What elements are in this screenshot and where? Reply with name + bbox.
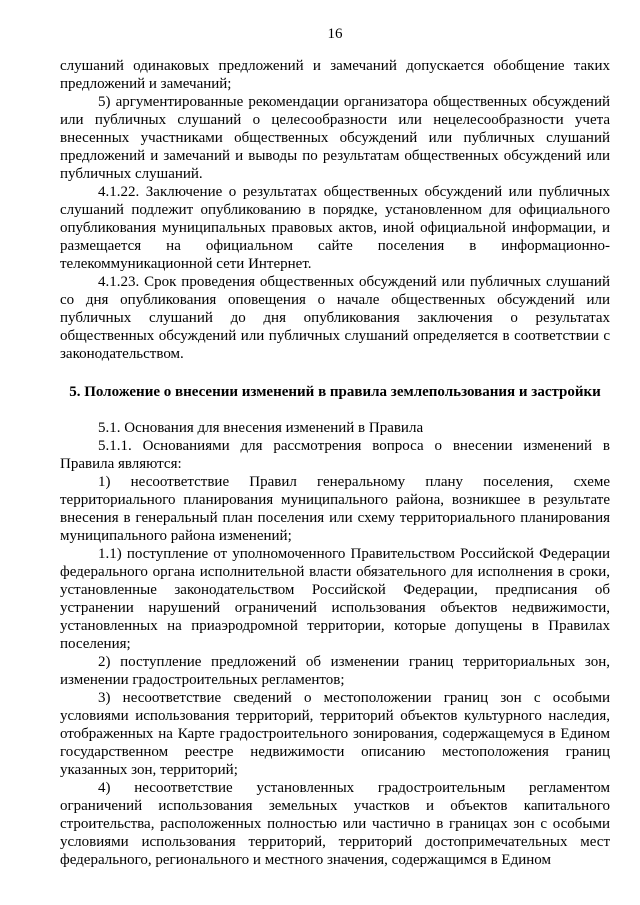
paragraph-item-4: 4) несоответствие установленных градостроительным регламентом ограничений использования земельных участков и объектов капитального строительства, расположенных полностью или частично в границах зон с особыми условиями использования территорий, территорий достопримечательных мест федерального, регионального и местного значения, содержащимся в Едином xyxy=(60,780,610,868)
paragraph-item-3: 3) несоответствие сведений о местоположении границ зон с особыми условиями использования территорий, территорий объектов культурного наследия, отображенных на Карте градостроительного зонирования, содержащемуся в Едином государственном реестре недвижимости описанию местоположения границ указанных зон, территорий; xyxy=(60,690,610,778)
paragraph-item-2: 2) поступление предложений об изменении границ территориальных зон, изменении градостроительных регламентов; xyxy=(60,654,610,688)
document-page xyxy=(60,0,610,869)
paragraph-5-1: 5.1. Основания для внесения изменений в Правила xyxy=(98,420,424,436)
paragraph-continuation: слушаний одинаковых предложений и замечаний допускается обобщение таких предложений и замечаний; xyxy=(60,58,610,92)
paragraph-5-1-1: 5.1.1. Основаниями для рассмотрения вопроса о внесении изменений в Правила являются: xyxy=(60,438,610,472)
paragraph-item-1: 1) несоответствие Правил генеральному плану поселения, схеме территориального планирования муниципального района, возникшее в результате внесения в генеральный план поселения или схему территориального планирования муниципального района изменений; xyxy=(60,474,610,544)
paragraph-item-1-1: 1.1) поступление от уполномоченного Правительством Российской Федерации федерального органа исполнительной власти обязательного для исполнения в сроки, установленные законодательством Российской Федерации, предписания об устранении нарушений ограничений использования объектов недвижимости, установленных на приаэродромной территории, которые допущены в Правилах поселения; xyxy=(60,546,610,652)
paragraph-4-1-23: 4.1.23. Срок проведения общественных обсуждений или публичных слушаний со дня опубликования оповещения о начале общественных обсуждений или публичных слушаний до дня опубликования заключения о результатах общественных обсуждений или публичных слушаний определяется в соответствии с законодательством. xyxy=(60,274,610,362)
page-number: 16 xyxy=(327,26,343,42)
paragraph-4-1-22: 4.1.22. Заключение о результатах общественных обсуждений или публичных слушаний подлежит опубликованию в порядке, установленном для официального опубликования муниципальных правовых актов, иной официальной информации, и размещается на официальном сайте поселения в информационно-телекоммуникационной сети Интернет. xyxy=(60,184,610,272)
section-heading: 5. Положение о внесении изменений в правила землепользования и застройки xyxy=(69,384,601,400)
paragraph-item-5: 5) аргументированные рекомендации организатора общественных обсуждений или публичных слушаний о целесообразности или нецелесообразности учета внесенных участниками общественных обсуждений или публичных слушаний предложений и замечаний и выводы по результатам общественных обсуждений или публичных слушаний. xyxy=(60,94,610,182)
